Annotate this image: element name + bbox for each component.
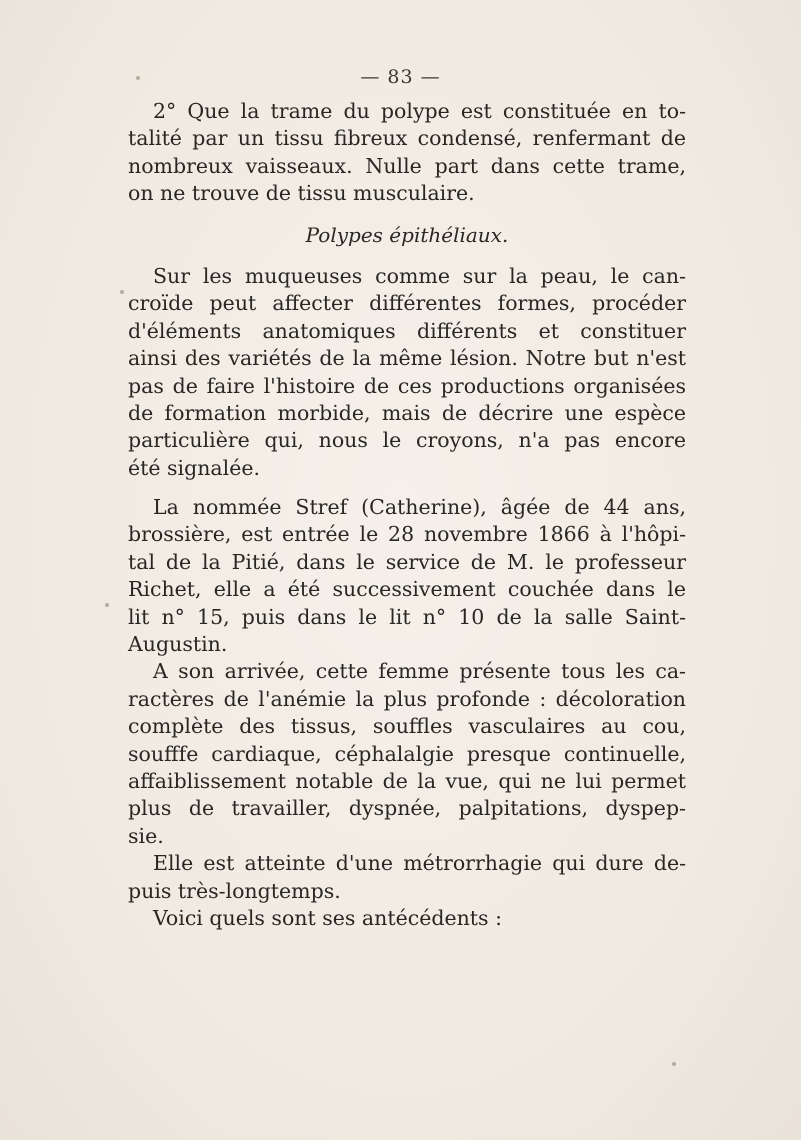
text-line: Elle est atteinte d'une métrorrhagie qui dure de-: [153, 851, 686, 876]
body-text: [128, 98, 686, 932]
text-line: Sur les muqueuses comme sur la peau, le can-: [153, 263, 686, 288]
paragraph-2: [128, 263, 686, 482]
paragraph-6: [128, 905, 686, 932]
text-line: lit n° 15, puis dans le lit n° 10 de la salle Saint-: [128, 604, 686, 629]
text-line: nombreux vaisseaux. Nulle part dans cette trame,: [128, 153, 686, 178]
text-line: ainsi des variétés de la même lésion. Notre but n'est: [128, 346, 686, 371]
text-line: été signalée.: [128, 455, 260, 480]
text-line: particulière qui, nous le croyons, n'a pas encore: [128, 428, 686, 453]
text-line: Voici quels sont ses antécédents :: [153, 905, 502, 930]
paragraph-4: [128, 658, 686, 850]
text-line: Augustin.: [128, 632, 228, 657]
text-line: soufffe cardiaque, céphalalgie presque continuelle,: [128, 741, 686, 766]
text-line: plus de travailler, dyspnée, palpitations, dyspep-: [128, 796, 686, 821]
ink-speck: [120, 290, 124, 294]
ink-speck: [136, 76, 140, 80]
paragraph-5: [128, 850, 686, 905]
text-line: tal de la Pitié, dans le service de M. le professeur: [128, 549, 686, 574]
text-line: ractères de l'anémie la plus profonde : décoloration: [128, 686, 686, 711]
text-line: pas de faire l'histoire de ces productions organisées: [128, 373, 686, 398]
paragraph-1: [128, 98, 686, 208]
paragraph-3: [128, 494, 686, 658]
text-line: talité par un tissu fibreux condensé, renfermant de: [128, 126, 686, 151]
text-line: croïde peut affecter différentes formes, procéder: [128, 291, 686, 316]
text-line: sie.: [128, 823, 164, 848]
text-line: de formation morbide, mais de décrire une espèce: [128, 400, 686, 425]
text-line: A son arrivée, cette femme présente tous les ca-: [153, 659, 686, 684]
ink-speck: [105, 603, 109, 607]
text-line: complète des tissus, souffles vasculaires au cou,: [128, 714, 686, 739]
text-line: d'éléments anatomiques différents et constituer: [128, 318, 686, 343]
text-line: on ne trouve de tissu musculaire.: [128, 181, 475, 206]
page-number: — 83 —: [360, 66, 441, 88]
section-heading: Polypes épithéliaux.: [305, 222, 509, 247]
text-line: Richet, elle a été successivement couchée dans le: [128, 577, 686, 602]
paragraph-gap: [128, 482, 686, 494]
text-line: La nommée Stref (Catherine), âgée de 44 ans,: [153, 495, 686, 520]
text-line: affaiblissement notable de la vue, qui ne lui permet: [128, 769, 686, 793]
text-line: 2° Que la trame du polype est constituée en to-: [153, 99, 686, 123]
text-line: brossière, est entrée le 28 novembre 1866 à l'hôpi-: [128, 522, 686, 547]
text-line: puis très-longtemps.: [128, 878, 341, 903]
ink-speck: [672, 1062, 676, 1066]
